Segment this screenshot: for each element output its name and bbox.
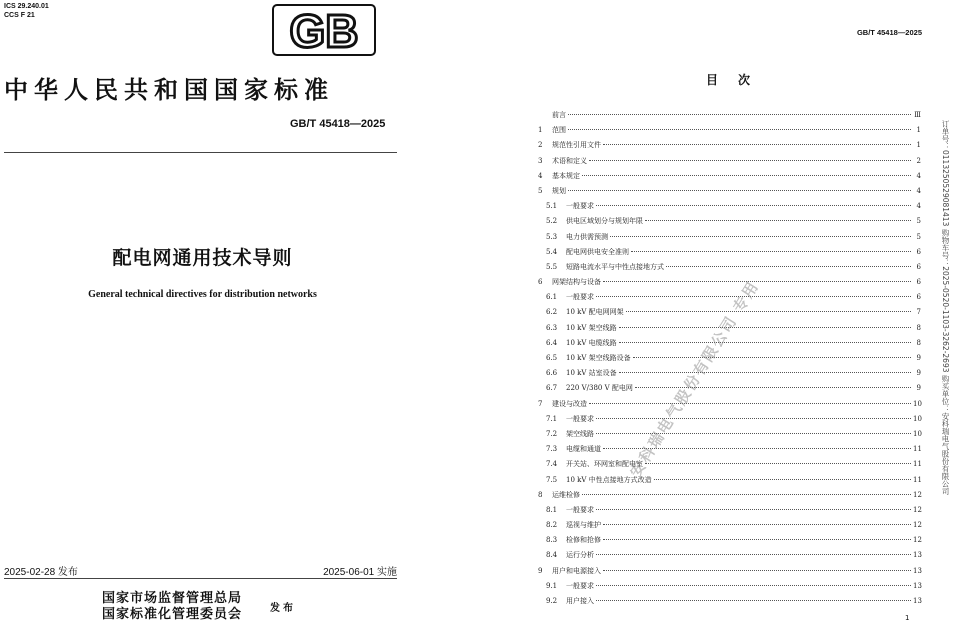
toc-entry-label: 10 kV 配电网网架: [566, 308, 624, 317]
toc-entry-number: 7.2: [546, 429, 558, 438]
toc-entry-number: 6.7: [546, 384, 558, 393]
issuer-sac: 国家标准化管理委员会: [102, 607, 243, 622]
toc-entry-page: 9: [916, 354, 921, 362]
toc-entry-number: 7.5: [546, 475, 558, 484]
toc-entry-page: 12: [913, 536, 922, 545]
toc-entry-label: 用户接入: [566, 597, 594, 605]
toc-leader-dots: [603, 448, 911, 449]
toc-entry-label: 网架结构与设备: [552, 278, 601, 287]
toc-entry-number: 8.3: [546, 536, 558, 545]
toc-entry-page: 5: [916, 217, 921, 226]
toc-entry-label: 建设与改造: [552, 399, 587, 408]
toc-leader-dots: [654, 479, 911, 480]
toc-entry-page: 1: [916, 126, 921, 135]
toc-leader-dots: [596, 509, 911, 510]
toc-page: [530, 0, 930, 626]
toc-entry-number: 8.4: [546, 551, 558, 560]
toc-entry-label: 一般要求: [566, 581, 594, 590]
cover-page: [0, 0, 405, 626]
toc-entry[interactable]: [538, 550, 921, 565]
toc-entry-page: 4: [916, 171, 921, 180]
issuer-samr: 国家市场监督管理总局: [102, 591, 243, 606]
toc-entry-number: 6.3: [546, 323, 558, 332]
toc-entry[interactable]: [538, 520, 921, 535]
toc-entry[interactable]: [538, 156, 921, 171]
toc-leader-dots: [582, 175, 911, 176]
toc-entry-number: 9: [538, 566, 543, 575]
toc-entry-number: 6.4: [546, 338, 558, 347]
toc-leader-dots: [589, 160, 911, 161]
toc-entry-page: 10: [913, 399, 922, 408]
toc-entry[interactable]: [538, 110, 921, 125]
toc-entry-page: 2: [916, 156, 921, 165]
toc-entry-page: 6: [916, 278, 921, 287]
toc-leader-dots: [596, 418, 911, 419]
toc-entry-page: 1: [916, 141, 921, 150]
toc-entry-label: 基本规定: [552, 171, 580, 180]
toc-leader-dots: [596, 600, 911, 601]
toc-entry-label: 巡视与维护: [566, 521, 601, 530]
toc-entry[interactable]: [538, 459, 921, 474]
toc-leader-dots: [603, 281, 911, 282]
toc-entry[interactable]: [538, 247, 921, 262]
toc-leader-dots: [596, 433, 911, 434]
toc-entry-page: 10: [913, 414, 922, 423]
toc-entry-number: 6.6: [546, 369, 558, 378]
document-title-en: General technical directives for distribution networks: [88, 289, 317, 300]
toc-leader-dots: [596, 296, 911, 297]
toc-entry[interactable]: [538, 262, 921, 277]
toc-entry-page: 11: [913, 445, 922, 454]
toc-entry[interactable]: [538, 186, 921, 201]
toc-entry-label: 规划: [552, 186, 566, 195]
toc-entry-number: 5.5: [546, 262, 558, 271]
toc-entry[interactable]: [538, 505, 921, 520]
toc-entry-number: 5: [538, 186, 543, 195]
publish-label: 发布: [270, 603, 296, 614]
document-title-cn: 配电网通用技术导则: [112, 247, 293, 269]
implement-date: 2025-06-01 实施: [323, 567, 397, 578]
divider-bottom: [4, 578, 397, 579]
toc-entry[interactable]: [538, 323, 921, 338]
toc-entry-label: 一般要求: [566, 293, 594, 302]
toc-list: [538, 110, 921, 611]
toc-entry-number: 6.1: [546, 293, 558, 302]
toc-leader-dots: [631, 251, 911, 252]
toc-entry-page: 4: [916, 202, 921, 211]
toc-entry-label: 范围: [552, 126, 566, 135]
toc-entry-page: 8: [916, 323, 921, 332]
toc-leader-dots: [568, 190, 911, 191]
toc-entry[interactable]: [538, 125, 921, 140]
toc-entry[interactable]: [538, 399, 921, 414]
toc-leader-dots: [619, 372, 911, 373]
toc-leader-dots: [645, 463, 911, 464]
toc-entry[interactable]: [538, 429, 921, 444]
toc-leader-dots: [568, 129, 911, 130]
toc-entry-number: 6.2: [546, 308, 558, 317]
toc-entry-page: Ⅲ: [914, 111, 921, 119]
toc-entry[interactable]: [538, 596, 921, 611]
toc-entry[interactable]: [538, 490, 921, 505]
gb-logo-icon: [272, 4, 376, 56]
toc-entry-label: 配电网供电安全准则: [566, 247, 629, 256]
toc-entry[interactable]: [538, 216, 921, 231]
toc-leader-dots: [645, 220, 911, 221]
toc-entry[interactable]: [538, 475, 921, 490]
toc-entry-page: 9: [916, 384, 921, 393]
toc-leader-dots: [626, 311, 911, 312]
toc-entry[interactable]: [538, 444, 921, 459]
toc-entry-page: 13: [913, 566, 922, 575]
toc-entry-number: 6: [538, 278, 543, 287]
toc-entry-page: 10: [913, 429, 922, 438]
toc-entry-label: 10 kV 中性点接地方式改造: [566, 475, 652, 484]
toc-leader-dots: [603, 524, 911, 525]
toc-entry-number: 5.3: [546, 232, 558, 241]
toc-entry-label: 术语和定义: [552, 156, 587, 165]
toc-entry-label: 运行分析: [566, 551, 594, 560]
toc-leader-dots: [619, 342, 911, 343]
toc-entry-page: 12: [913, 521, 922, 530]
classification-codes: [4, 2, 49, 20]
toc-entry-page: 12: [913, 505, 922, 514]
toc-entry-label: 规范性引用文件: [552, 141, 601, 150]
toc-entry-number: 9.2: [546, 597, 558, 605]
toc-entry-number: 7.1: [546, 414, 558, 423]
toc-entry-number: 1: [538, 126, 543, 135]
toc-entry-page: 12: [913, 490, 922, 499]
toc-leader-dots: [603, 570, 911, 571]
toc-entry-number: 5.4: [546, 247, 558, 256]
toc-entry-page: 13: [913, 597, 922, 605]
toc-entry-page: 11: [913, 460, 922, 469]
toc-entry[interactable]: [538, 277, 921, 292]
toc-leader-dots: [635, 387, 911, 388]
toc-entry[interactable]: [538, 581, 921, 596]
toc-entry-page: 13: [913, 581, 922, 590]
toc-entry-page: 4: [916, 186, 921, 195]
toc-entry-number: 5.2: [546, 217, 558, 226]
toc-entry[interactable]: [538, 414, 921, 429]
toc-entry-page: 13: [913, 551, 922, 560]
order-info-strip: [940, 120, 958, 620]
page-header-code: GB/T 45418—2025: [856, 28, 922, 37]
toc-entry-page: 6: [916, 262, 921, 271]
toc-entry-label: 供电区域划分与规划年限: [566, 217, 643, 226]
toc-entry-label: 一般要求: [566, 414, 594, 423]
toc-entry-page: 9: [916, 369, 921, 378]
toc-leader-dots: [603, 539, 911, 540]
toc-entry-label: 检修和抢修: [566, 536, 601, 545]
standard-code: GB/T 45418—2025: [290, 118, 386, 130]
toc-leader-dots: [582, 494, 911, 495]
toc-entry-label: 一般要求: [566, 505, 594, 514]
toc-entry-page: 6: [916, 293, 921, 302]
page-number: 1: [905, 614, 910, 622]
toc-leader-dots: [568, 114, 911, 115]
toc-leader-dots: [633, 357, 911, 358]
toc-entry-number: 8.2: [546, 521, 558, 530]
gb-logo-text: GB: [289, 5, 359, 56]
toc-entry[interactable]: [538, 292, 921, 307]
toc-entry-label: 10 kV 架空线路设备: [566, 354, 631, 362]
toc-entry-number: 8.1: [546, 505, 558, 514]
toc-entry[interactable]: [538, 201, 921, 216]
toc-leader-dots: [610, 236, 911, 237]
toc-leader-dots: [596, 205, 911, 206]
toc-entry-label: 10 kV 站室设备: [566, 369, 617, 378]
ics-code: ICS 29.240.01: [4, 3, 49, 10]
toc-entry[interactable]: [538, 140, 921, 155]
toc-entry-label: 用户和电源接入: [552, 566, 601, 575]
ccs-code: CCS F 21: [4, 12, 35, 19]
toc-entry-label: 架空线路: [566, 429, 594, 438]
toc-entry-page: 11: [913, 475, 922, 484]
toc-leader-dots: [619, 327, 911, 328]
toc-entry-number: 9.1: [546, 581, 558, 590]
toc-entry-number: 3: [538, 156, 543, 165]
toc-entry-label: 前言: [552, 111, 566, 119]
toc-entry[interactable]: [538, 383, 921, 398]
toc-entry[interactable]: [538, 232, 921, 247]
toc-entry[interactable]: [538, 566, 921, 581]
toc-entry-page: 7: [916, 308, 921, 317]
toc-entry-page: 8: [916, 338, 921, 347]
toc-entry-label: 电力供需预测: [566, 232, 608, 241]
toc-leader-dots: [596, 585, 911, 586]
toc-leader-dots: [666, 266, 911, 267]
toc-entry[interactable]: [538, 353, 921, 368]
divider-top: [4, 152, 397, 153]
toc-entry[interactable]: [538, 338, 921, 353]
toc-entry[interactable]: [538, 368, 921, 383]
toc-entry-number: 5.1: [546, 202, 558, 211]
toc-entry-label: 短路电流水平与中性点接地方式: [566, 262, 664, 271]
toc-leader-dots: [589, 403, 911, 404]
toc-entry-number: 6.5: [546, 354, 558, 362]
toc-entry-page: 5: [916, 232, 921, 241]
issue-date: 2025-02-28 发布: [4, 567, 78, 578]
toc-entry[interactable]: [538, 171, 921, 186]
toc-entry[interactable]: [538, 307, 921, 322]
toc-entry-label: 一般要求: [566, 202, 594, 211]
issuing-authorities: [102, 591, 242, 623]
toc-entry-number: 7: [538, 399, 543, 408]
toc-entry-label: 开关站、环网室和配电室: [566, 460, 643, 469]
toc-entry-number: 8: [538, 490, 543, 499]
toc-entry-number: 2: [538, 141, 543, 150]
toc-entry-label: 10 kV 架空线路: [566, 323, 617, 332]
standard-type-title: 中华人民共和国国家标准: [4, 75, 334, 104]
toc-entry-label: 10 kV 电缆线路: [566, 338, 617, 347]
toc-entry-label: 220 V/380 V 配电网: [566, 384, 633, 393]
toc-leader-dots: [603, 144, 911, 145]
toc-entry-page: 6: [916, 247, 921, 256]
toc-entry-label: 运维检修: [552, 490, 580, 499]
toc-entry-label: 电缆和通道: [566, 445, 601, 454]
toc-entry-number: 7.3: [546, 445, 558, 454]
watermark-text: 安科瑞电气股份有限公司 专用: [626, 277, 763, 481]
toc-entry-number: 4: [538, 171, 543, 180]
toc-title: 目次: [706, 73, 771, 87]
toc-entry-number: 7.4: [546, 460, 558, 469]
order-info-text: 订单号：0113250529081413 购物车号：2025-0520-1103-3262-2693 购买单位：安科瑞电气股份有限公司: [941, 120, 950, 495]
toc-entry[interactable]: [538, 535, 921, 550]
toc-leader-dots: [596, 554, 911, 555]
